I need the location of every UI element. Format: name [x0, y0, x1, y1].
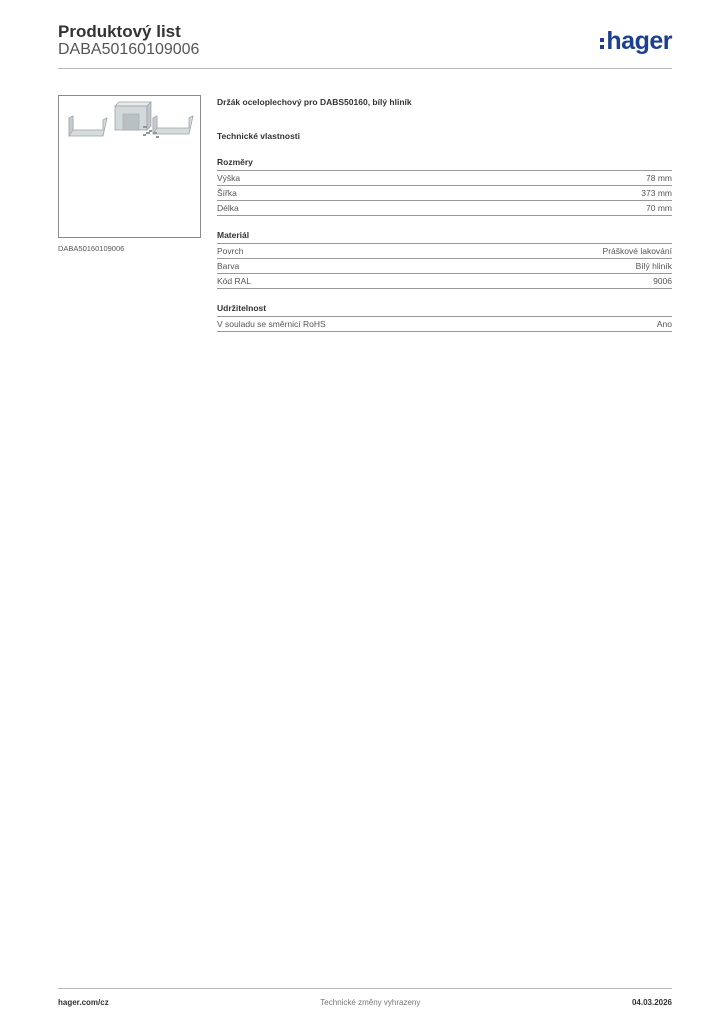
footer-date: 04.03.2026: [631, 998, 672, 1007]
section-title: Materiál: [217, 229, 672, 244]
footer-divider: [58, 988, 672, 989]
row-label: Šířka: [217, 188, 237, 198]
row-value: 373 mm: [641, 188, 672, 198]
footer-website-link[interactable]: hager.com/cz: [58, 998, 109, 1007]
table-row: [217, 244, 672, 259]
header-divider: [58, 68, 672, 69]
row-label: Délka: [217, 203, 239, 213]
row-value: 70 mm: [646, 203, 672, 213]
technical-properties-heading: Technické vlastnosti: [217, 131, 300, 141]
hager-logo[interactable]: [600, 26, 672, 56]
row-value: Práškové lakování: [602, 246, 672, 256]
row-value: 9006: [653, 276, 672, 286]
table-row: [217, 317, 672, 332]
section-dimensions: [217, 156, 672, 216]
row-label: Výška: [217, 173, 241, 183]
table-row: [217, 201, 672, 216]
row-label: V souladu se směrnicí RoHS: [217, 319, 326, 329]
table-row: [217, 171, 672, 186]
logo-dots-icon: [600, 38, 604, 49]
footer-disclaimer: Technické změny vyhrazeny: [320, 998, 421, 1007]
product-title: Držák oceloplechový pro DABS50160, bílý hliník: [217, 97, 412, 107]
document-title: Produktový list: [58, 22, 181, 41]
table-row: [217, 274, 672, 289]
row-value: Bílý hliník: [635, 261, 672, 271]
row-value: Ano: [656, 319, 672, 329]
product-bracket-image: [59, 96, 200, 237]
footer: [58, 998, 672, 1007]
section-title: Udržitelnost: [217, 302, 672, 317]
section-title: Rozměry: [217, 156, 672, 171]
section-material: [217, 229, 672, 289]
logo-text: hager: [606, 26, 672, 55]
row-label: Povrch: [217, 246, 244, 256]
product-code: DABA50160109006: [58, 41, 200, 58]
product-details: [217, 96, 672, 345]
table-row: [217, 259, 672, 274]
image-caption: DABA50160109006: [58, 244, 125, 253]
product-image: [58, 95, 201, 238]
row-label: Barva: [217, 261, 240, 271]
section-sustainability: [217, 302, 672, 332]
row-label: Kód RAL: [217, 276, 252, 286]
table-row: [217, 186, 672, 201]
row-value: 78 mm: [646, 173, 672, 183]
